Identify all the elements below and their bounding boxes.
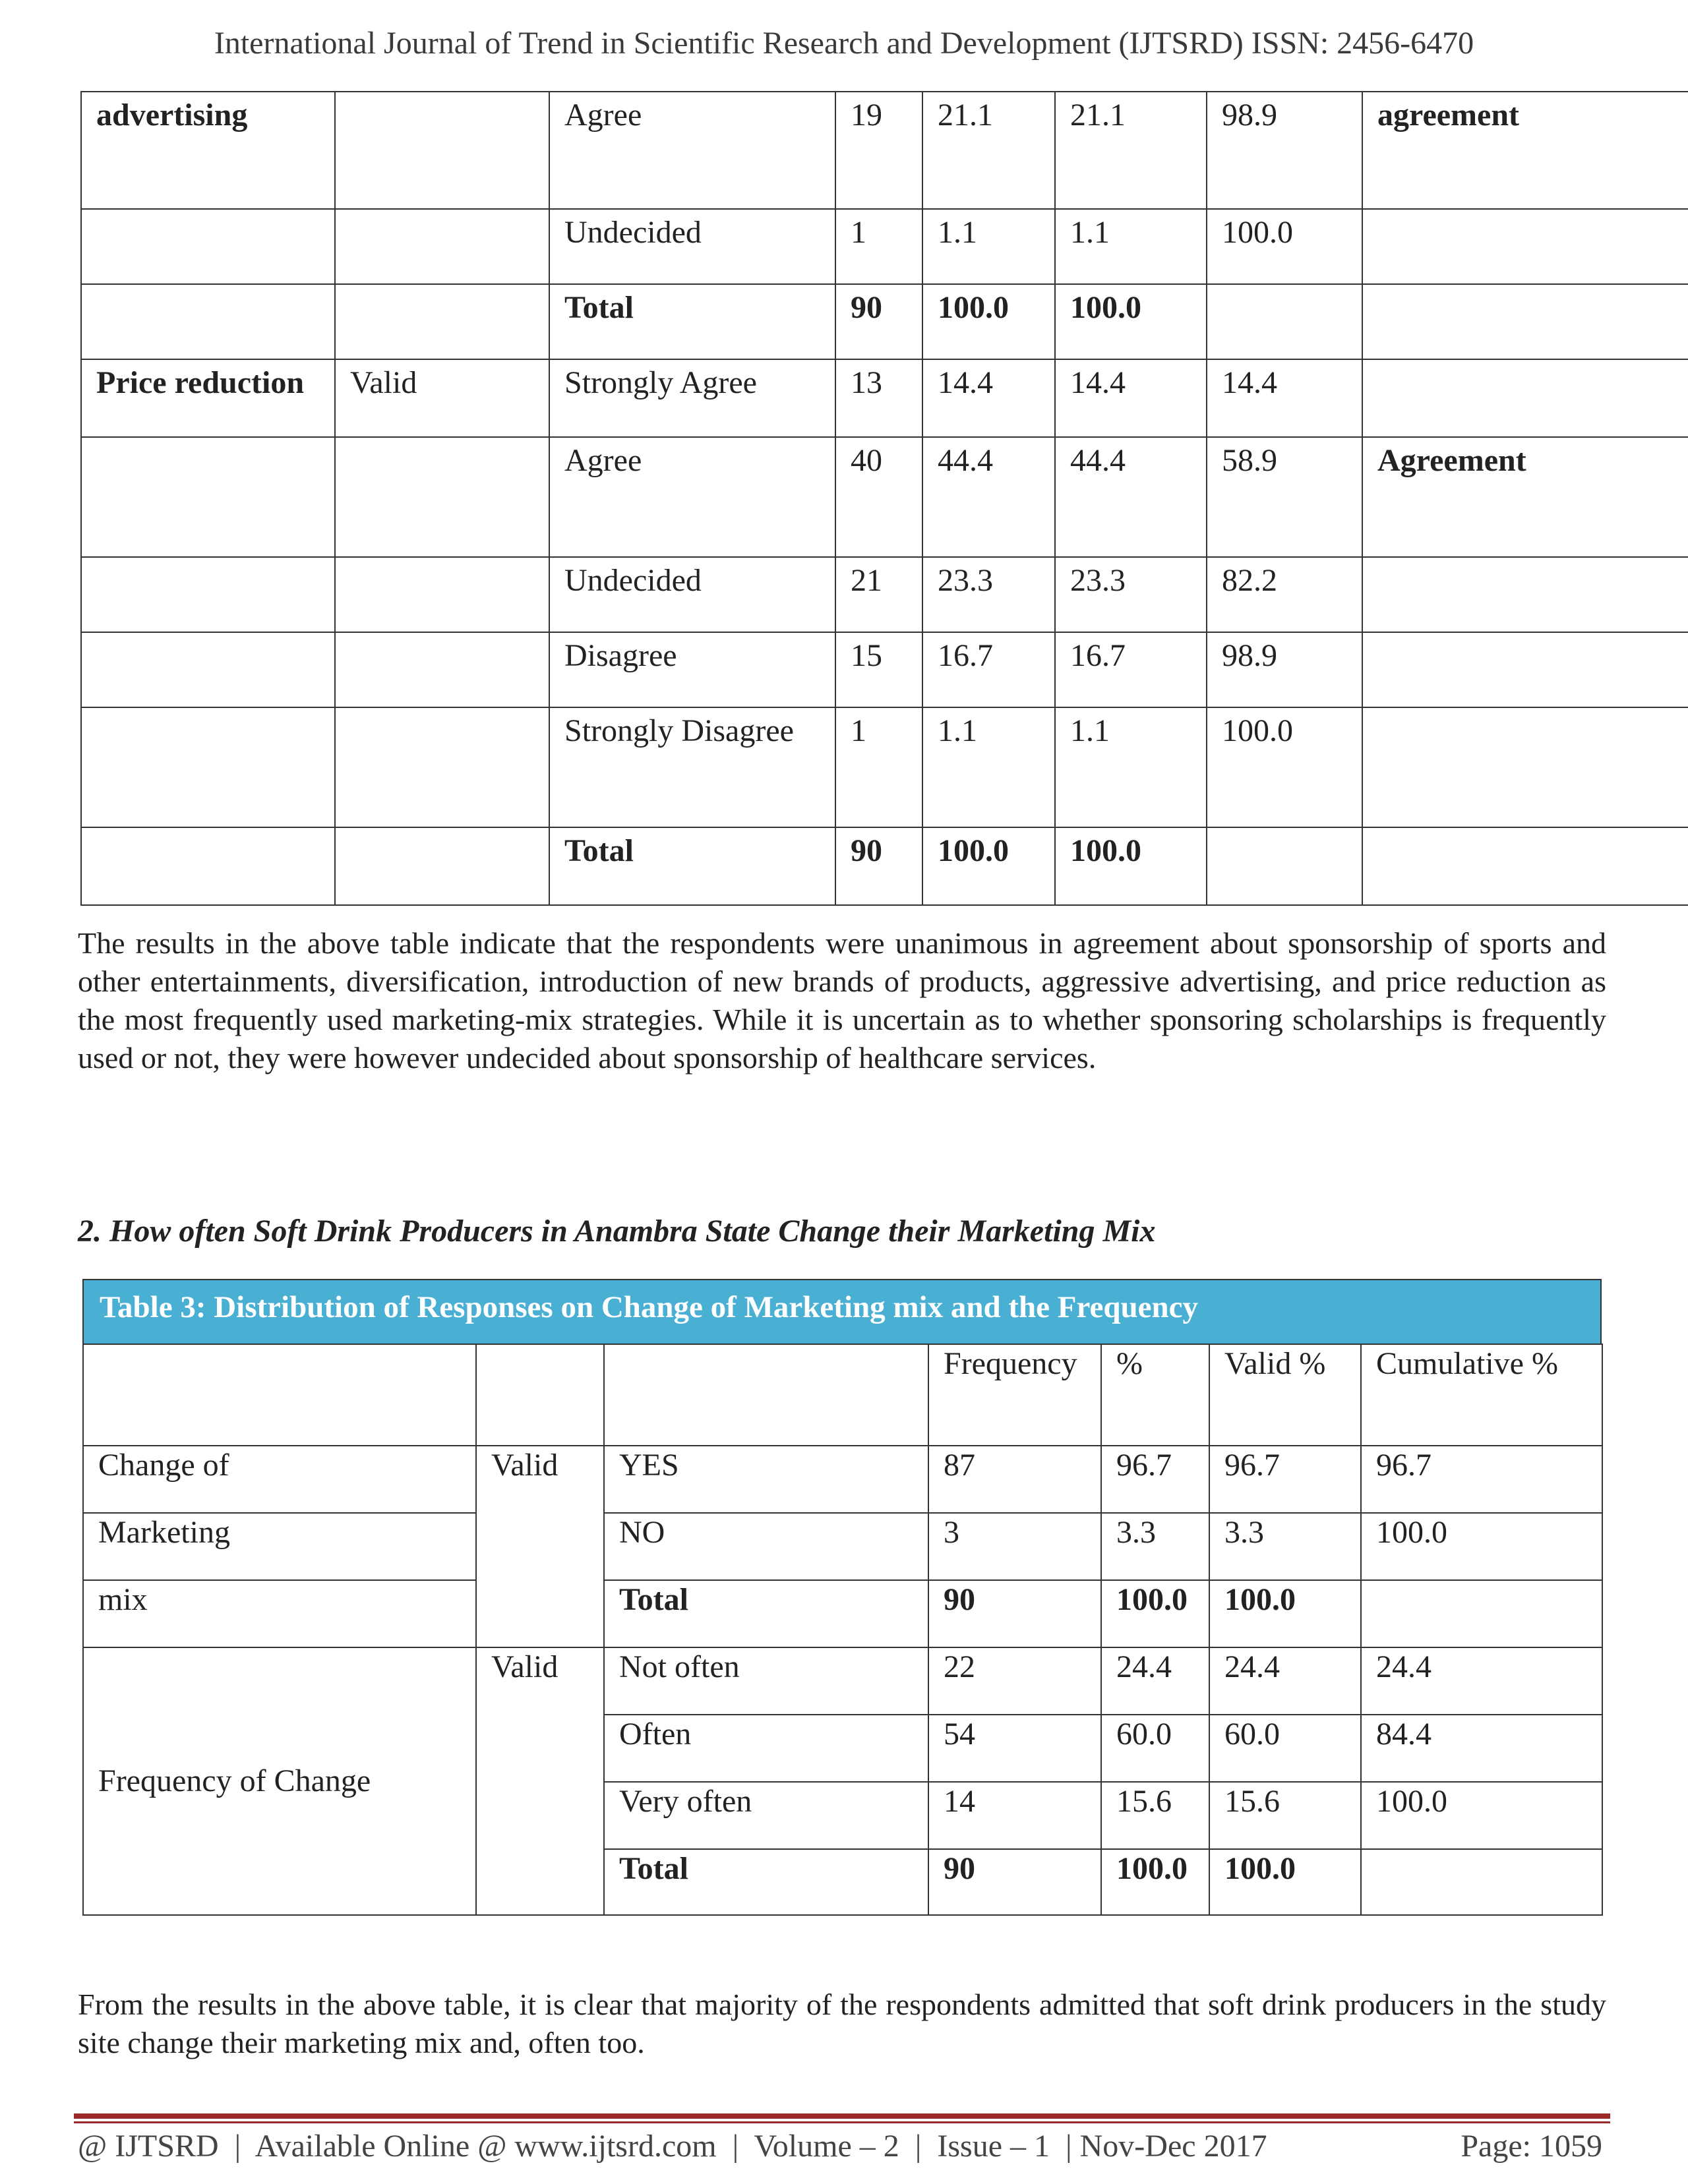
table-cell: Agree	[549, 92, 835, 209]
table-cell: 21	[835, 557, 922, 632]
table-cell: 14	[928, 1782, 1101, 1849]
table-cell: Valid	[335, 359, 549, 437]
table-header-row	[83, 1344, 1602, 1446]
table-cell: 3.3	[1209, 1513, 1361, 1580]
table-cell: Undecided	[549, 209, 835, 284]
table-cell	[83, 1344, 476, 1446]
results-paragraph: The results in the above table indicate that the respondents were unanimous in agreement about sponsorship of sports and other entertainments, diversification, introduction of new brands of products, aggressive advertising, and price reduction as the most frequently used marketing-mix strategies. While it is uncertain as to whether sponsoring scholarships is frequently used or not, they were however undecided about sponsorship of healthcare services.	[78, 926, 1606, 1075]
table-cell: 15.6	[1101, 1782, 1209, 1849]
table-cell: 22	[928, 1647, 1101, 1715]
table-cell: 96.7	[1101, 1446, 1209, 1513]
journal-header: International Journal of Trend in Scientific Research and Development (IJTSRD) ISSN: 2456-6470	[214, 26, 1474, 61]
table-cell: 100.0	[922, 284, 1055, 359]
row-group-label-text: Frequency of Change	[98, 1763, 371, 1798]
table-row	[81, 284, 1688, 359]
column-header: Cumulative %	[1361, 1344, 1602, 1446]
table-cell: 24.4	[1101, 1647, 1209, 1715]
table-cell: 100.0	[1101, 1580, 1209, 1647]
table-cell: 98.9	[1207, 632, 1362, 707]
table-cell: advertising	[81, 92, 335, 209]
table-cell: 100.0	[1209, 1849, 1361, 1915]
table-cell	[1362, 707, 1688, 827]
marketing-mix-table	[82, 1343, 1603, 1916]
table-cell: 100.0	[1207, 209, 1362, 284]
table-cell: 1.1	[1055, 209, 1207, 284]
table-cell: 1.1	[922, 707, 1055, 827]
table-cell: 24.4	[1209, 1647, 1361, 1715]
table-row	[81, 359, 1688, 437]
table-cell	[81, 557, 335, 632]
table-caption: Table 3: Distribution of Responses on Change of Marketing mix and the Frequency	[82, 1279, 1602, 1343]
table-cell	[1362, 209, 1688, 284]
table-cell	[1361, 1849, 1602, 1915]
table-cell: Strongly Disagree	[549, 707, 835, 827]
table-cell: 100.0	[1209, 1580, 1361, 1647]
table-cell: 100.0	[922, 827, 1055, 905]
table-cell: 60.0	[1101, 1715, 1209, 1782]
table-cell: YES	[604, 1446, 928, 1513]
row-group-label: Marketing	[83, 1513, 476, 1580]
table-cell: 21.1	[922, 92, 1055, 209]
table-cell	[1207, 284, 1362, 359]
table-cell: 82.2	[1207, 557, 1362, 632]
table-cell: 100.0	[1361, 1513, 1602, 1580]
table-row	[81, 707, 1688, 827]
table-cell	[81, 827, 335, 905]
table-cell: Undecided	[549, 557, 835, 632]
table-cell: 54	[928, 1715, 1101, 1782]
table-cell: 1	[835, 707, 922, 827]
table-cell: Total	[604, 1849, 928, 1915]
table-cell	[1207, 827, 1362, 905]
table-cell: Total	[604, 1580, 928, 1647]
table-cell: 96.7	[1361, 1446, 1602, 1513]
footer-rule-thin	[74, 2121, 1610, 2123]
table-cell: 96.7	[1209, 1446, 1361, 1513]
table-cell	[335, 827, 549, 905]
table-cell: 90	[928, 1849, 1101, 1915]
table-cell: 21.1	[1055, 92, 1207, 209]
table-cell	[1362, 557, 1688, 632]
table-cell: 14.4	[922, 359, 1055, 437]
table-cell: 15.6	[1209, 1782, 1361, 1849]
table-cell: Disagree	[549, 632, 835, 707]
table-cell: 44.4	[922, 437, 1055, 557]
table-cell	[1362, 827, 1688, 905]
table-cell	[476, 1344, 604, 1446]
table-cell: 98.9	[1207, 92, 1362, 209]
table-cell: 90	[928, 1580, 1101, 1647]
table-cell: 23.3	[922, 557, 1055, 632]
row-group-label	[83, 1647, 476, 1915]
table-row	[81, 827, 1688, 905]
row-group-label: mix	[83, 1580, 476, 1647]
table-row	[81, 557, 1688, 632]
table-cell: 14.4	[1207, 359, 1362, 437]
table-cell: 23.3	[1055, 557, 1207, 632]
table-cell	[1362, 359, 1688, 437]
table-cell	[335, 209, 549, 284]
table-cell	[81, 437, 335, 557]
table-cell: Total	[549, 827, 835, 905]
table-cell: 1.1	[1055, 707, 1207, 827]
table-cell: 90	[835, 284, 922, 359]
table-cell: Agree	[549, 437, 835, 557]
responses-table-continued	[80, 91, 1688, 906]
table-row	[81, 437, 1688, 557]
table-cell: 3	[928, 1513, 1101, 1580]
section-heading: 2. How often Soft Drink Producers in Anambra State Change their Marketing Mix	[78, 1214, 1156, 1249]
table-row	[83, 1513, 1602, 1580]
table-cell	[335, 437, 549, 557]
table-cell: 100.0	[1055, 827, 1207, 905]
table-cell: NO	[604, 1513, 928, 1580]
table-cell: Very often	[604, 1782, 928, 1849]
table-cell: agreement	[1362, 92, 1688, 209]
page-number: Page: 1059	[1461, 2129, 1602, 2164]
table-cell: 100.0	[1207, 707, 1362, 827]
table-cell	[1361, 1580, 1602, 1647]
row-group-label: Change of	[83, 1446, 476, 1513]
table-row	[81, 209, 1688, 284]
table-cell	[335, 284, 549, 359]
table-cell: 44.4	[1055, 437, 1207, 557]
table-cell: 40	[835, 437, 922, 557]
table-cell: Often	[604, 1715, 928, 1782]
footer-rule	[74, 2113, 1610, 2119]
table-cell: 90	[835, 827, 922, 905]
table-cell: 16.7	[1055, 632, 1207, 707]
table-cell: Total	[549, 284, 835, 359]
table-cell: 19	[835, 92, 922, 209]
table-cell	[335, 632, 549, 707]
table-cell: Not often	[604, 1647, 928, 1715]
table-cell: 100.0	[1055, 284, 1207, 359]
table-cell	[81, 209, 335, 284]
table-cell	[1362, 632, 1688, 707]
table-cell: 100.0	[1361, 1782, 1602, 1849]
table-cell: 1.1	[922, 209, 1055, 284]
table-cell	[81, 632, 335, 707]
table-row	[83, 1580, 1602, 1647]
column-header: Frequency	[928, 1344, 1101, 1446]
table-cell	[604, 1344, 928, 1446]
column-header: %	[1101, 1344, 1209, 1446]
table-cell: 1	[835, 209, 922, 284]
table-cell: 60.0	[1209, 1715, 1361, 1782]
table-cell: 13	[835, 359, 922, 437]
table-cell: 100.0	[1101, 1849, 1209, 1915]
table-cell: 24.4	[1361, 1647, 1602, 1715]
table-row	[83, 1446, 1602, 1513]
table-cell: 58.9	[1207, 437, 1362, 557]
conclusion-paragraph: From the results in the above table, it is clear that majority of the respondents admitted that soft drink producers in the study site change their marketing mix and, often too.	[78, 1988, 1606, 2059]
table-cell: 14.4	[1055, 359, 1207, 437]
table-cell	[335, 557, 549, 632]
table-cell	[335, 707, 549, 827]
table-cell: Agreement	[1362, 437, 1688, 557]
table-cell: 3.3	[1101, 1513, 1209, 1580]
table-row	[81, 92, 1688, 209]
table-cell: Strongly Agree	[549, 359, 835, 437]
valid-label: Valid	[476, 1446, 604, 1647]
table-cell: 87	[928, 1446, 1101, 1513]
table-cell	[81, 284, 335, 359]
table-cell	[335, 92, 549, 209]
table-cell: Price reduction	[81, 359, 335, 437]
table-cell	[1362, 284, 1688, 359]
table-cell: 16.7	[922, 632, 1055, 707]
column-header: Valid %	[1209, 1344, 1361, 1446]
table-row	[81, 632, 1688, 707]
table-cell	[81, 707, 335, 827]
footer-citation: @ IJTSRD | Available Online @ www.ijtsrd.com | Volume – 2 | Issue – 1 | Nov-Dec 2017	[78, 2129, 1267, 2164]
table-row	[83, 1647, 1602, 1715]
valid-label: Valid	[476, 1647, 604, 1915]
table-cell: 84.4	[1361, 1715, 1602, 1782]
table-cell: 15	[835, 632, 922, 707]
